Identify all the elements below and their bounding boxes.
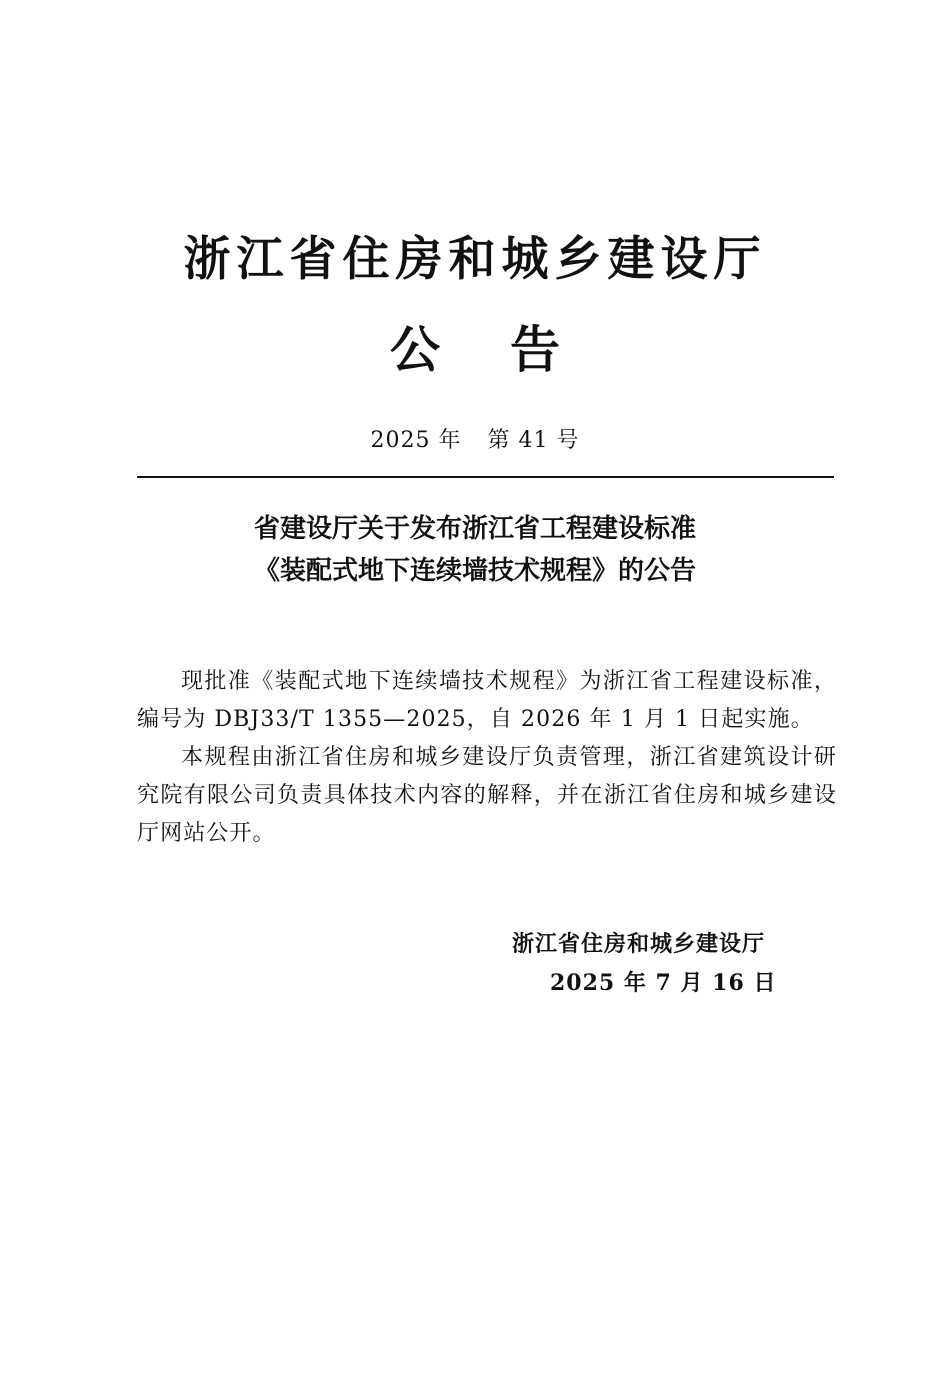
signature-organization: 浙江省住房和城乡建设厅 — [512, 932, 766, 957]
issuer-heading: 浙江省住房和城乡建设厅 — [183, 232, 767, 287]
document-serial: 第 41 号 — [487, 428, 580, 453]
notice-heading-char-1: 公 — [390, 320, 440, 379]
notice-title-line-2: 《装配式地下连续墙技术规程》的公告 — [253, 556, 696, 586]
body-paragraph-1: 现批准《装配式地下连续墙技术规程》为浙江省工程建设标准，编号为 DBJ33/T 1355—2025，自 2026 年 1 月 1 日起实施。 — [137, 669, 837, 732]
notice-body — [137, 663, 837, 853]
signature-block — [500, 926, 800, 1002]
header-divider — [137, 476, 834, 478]
document-year: 2025 年 — [370, 428, 462, 453]
notice-title-line-1: 省建设厅关于发布浙江省工程建设标准 — [253, 514, 696, 544]
notice-title — [0, 508, 950, 592]
notice-heading-char-2: 告 — [510, 320, 560, 379]
body-paragraph-2: 本规程由浙江省住房和城乡建设厅负责管理，浙江省建筑设计研究院有限公司负责具体技术内容的解释，并在浙江省住房和城乡建设厅网站公开。 — [137, 745, 837, 846]
notice-heading — [0, 318, 950, 382]
signature-date: 2025 年 7 月 16 日 — [550, 970, 777, 996]
document-number — [0, 426, 950, 456]
